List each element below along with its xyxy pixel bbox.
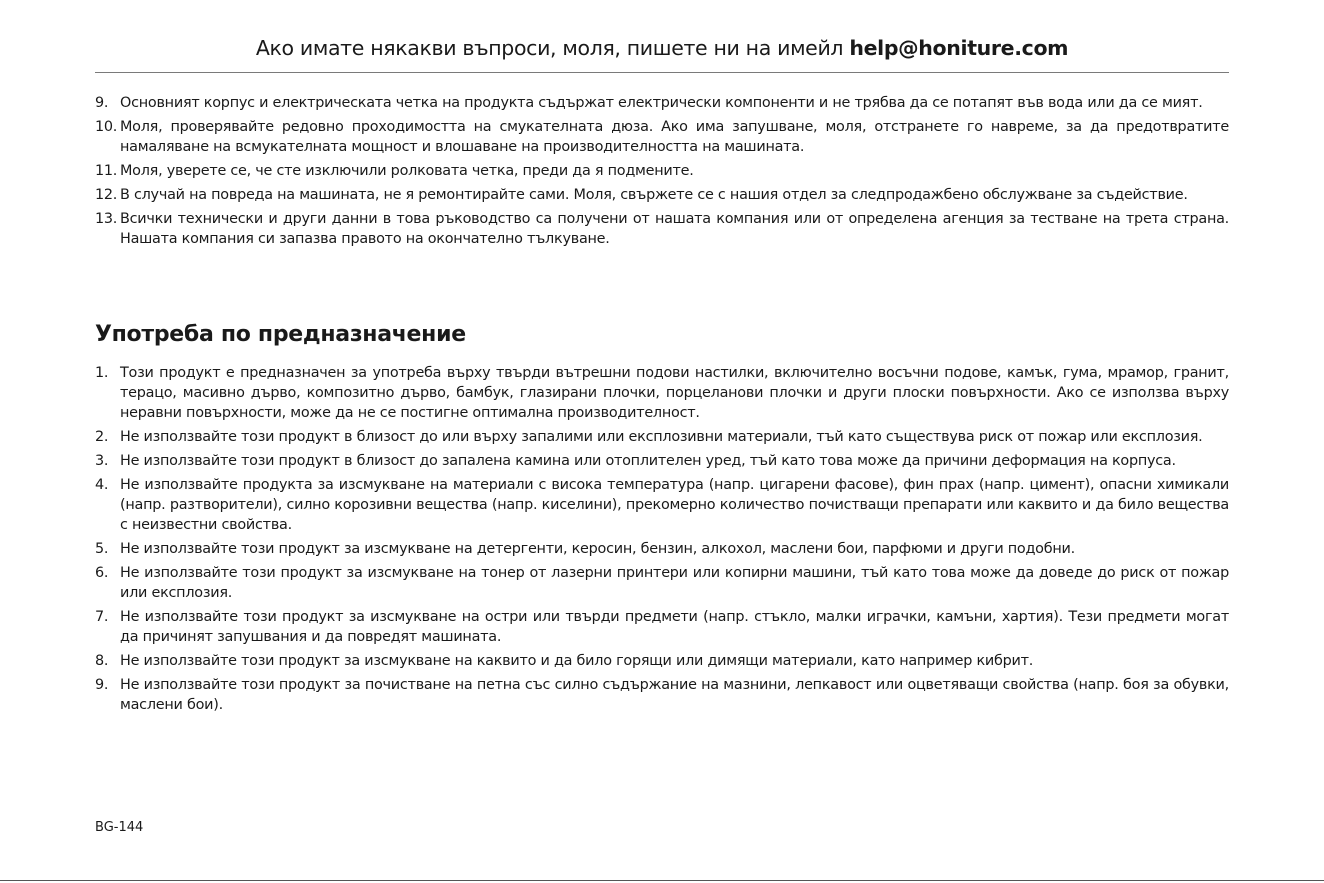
item-text: Не използвайте този продукт за изсмукване на каквито и да било горящи или димящи материали, като например кибрит. — [120, 653, 1034, 669]
item-number: 2. — [95, 429, 109, 445]
contact-header — [95, 32, 1229, 64]
item-number: 13. — [95, 211, 118, 227]
item-text: Основният корпус и електрическата четка на продукта съдържат електрически компоненти и не трябва да се потапят във вода или да се мият. — [120, 95, 1203, 111]
item-text: Моля, уверете се, че сте изключили ролковата четка, преди да я подмените. — [120, 163, 694, 179]
list-item — [95, 451, 1229, 471]
item-number: 9. — [95, 677, 109, 693]
item-number: 1. — [95, 365, 109, 381]
item-text: В случай на повреда на машината, не я ремонтирайте сами. Моля, свържете се с нашия отдел за следпродажбено обслужване за съдействие. — [120, 187, 1188, 203]
page-number: BG-144 — [95, 820, 144, 835]
item-text: Не използвайте този продукт за изсмукване на тонер от лазерни принтери или копирни машини, тъй като това може да доведе до риск от пожар или експлозия. — [120, 565, 1229, 601]
item-number: 10. — [95, 119, 118, 135]
list-item — [95, 475, 1229, 535]
list-item — [95, 427, 1229, 447]
item-number: 9. — [95, 95, 109, 111]
item-text: Не използвайте този продукт за почистване на петна със силно съдържание на мазнини, лепкавост или оцветяващи свойства (напр. боя за обувки, маслени бои). — [120, 677, 1229, 713]
list-item — [95, 651, 1229, 671]
item-number: 8. — [95, 653, 109, 669]
list-item — [95, 185, 1229, 205]
section-title: Употреба по предназначение — [95, 322, 466, 347]
item-number: 11. — [95, 163, 118, 179]
list-item — [95, 161, 1229, 181]
list-item — [95, 209, 1229, 249]
item-text: Моля, проверявайте редовно проходимостта на смукателната дюза. Ако има запушване, моля, отстранете го навреме, за да предотвратите намаляване на всмукателната мощност и влошаване на производителността на машината. — [120, 119, 1229, 155]
item-text: Не използвайте този продукт в близост до запалена камина или отоплителен уред, тъй като това може да причини деформация на корпуса. — [120, 453, 1176, 469]
item-text: Не използвайте този продукт в близост до или върху запалими или експлозивни материали, тъй като съществува риск от пожар или експлозия. — [120, 429, 1203, 445]
list-item — [95, 563, 1229, 603]
item-number: 12. — [95, 187, 118, 203]
list-item — [95, 675, 1229, 715]
contact-text: Ако имате някакви въпроси, моля, пишете ни на имейл — [255, 36, 850, 60]
list-item — [95, 117, 1229, 157]
item-text: Не използвайте продукта за изсмукване на материали с висока температура (напр. цигарени фасове), фин прах (напр. цимент), опасни химикали (напр. разтворители), силно корозивни вещества (напр. киселини), прекомерно количество почистващи препарати или каквито и да било вещества с неизвестни свойства. — [120, 477, 1229, 533]
list-item — [95, 363, 1229, 423]
list-item — [95, 539, 1229, 559]
header-divider — [95, 72, 1229, 73]
intended-use-list — [95, 363, 1229, 719]
item-text: Не използвайте този продукт за изсмукване на детергенти, керосин, бензин, алкохол, маслени бои, парфюми и други подобни. — [120, 541, 1075, 557]
contact-email: help@honiture.com — [849, 36, 1069, 60]
item-number: 6. — [95, 565, 109, 581]
item-number: 5. — [95, 541, 109, 557]
item-text: Този продукт е предназначен за употреба върху твърди вътрешни подови настилки, включително восъчни подове, камък, гума, мрамор, гранит, терацо, масивно дърво, композитно дърво, бамбук, глазирани плочки, порцеланови плочки и други плоски повърхности. Ако се използва върху неравни повърхности, може да не се постигне оптимална производителност. — [120, 365, 1229, 421]
item-text: Не използвайте този продукт за изсмукване на остри или твърди предмети (напр. стъкло, малки играчки, камъни, хартия). Тези предмети могат да причинят запушвания и да повредят машината. — [120, 609, 1229, 645]
item-text: Всички технически и други данни в това ръководство са получени от нашата компания или от определена агенция за тестване на трета страна. Нашата компания си запазва правото на окончателно тълкуване. — [120, 211, 1229, 247]
list-item — [95, 607, 1229, 647]
bottom-divider — [0, 880, 1324, 881]
item-number: 7. — [95, 609, 109, 625]
item-number: 4. — [95, 477, 109, 493]
item-number: 3. — [95, 453, 109, 469]
list-item — [95, 93, 1229, 113]
safety-notes-list — [95, 93, 1229, 253]
